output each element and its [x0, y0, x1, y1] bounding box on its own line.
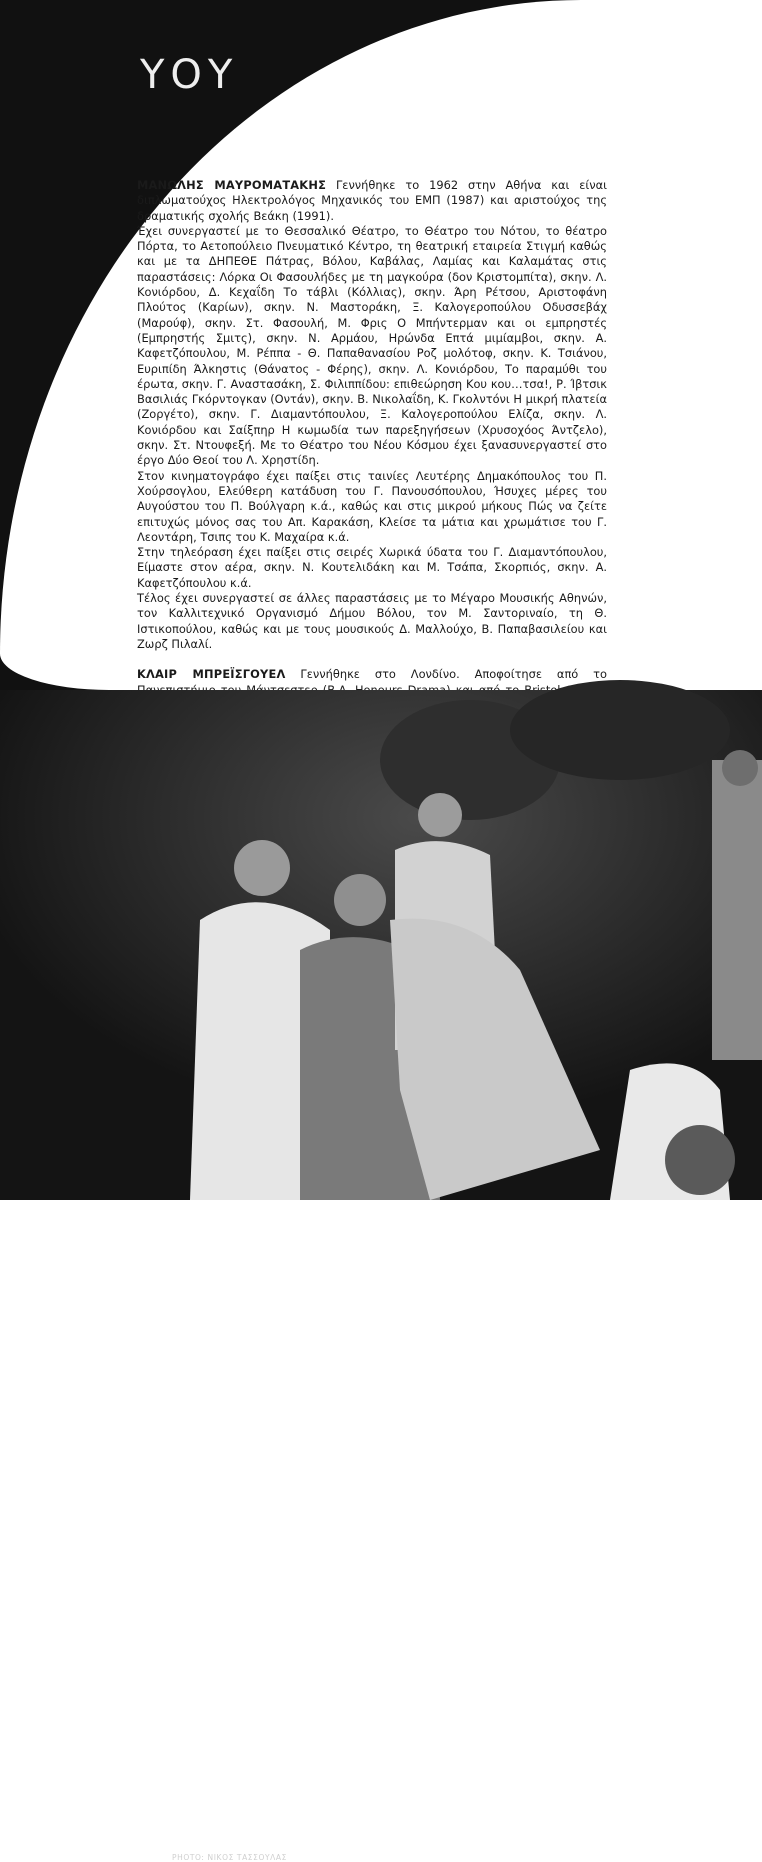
photo-credit: PHOTO: ΝΙΚΟΣ ΤΑΣΣΟΥΛΑΣ — [172, 1853, 287, 1862]
ghost-heading: ΥΟΥ — [140, 52, 239, 98]
bio-name: ΚΛΑΙΡ ΜΠΡΕΪΣΓΟΥΕΛ — [137, 667, 286, 682]
bio-name: ΜΑΝΩΛΗΣ ΜΑΥΡΟΜΑΤΑΚΗΣ — [137, 178, 327, 192]
bio-intro-text: Γεννήθηκε το 1962 στην Αθήνα και είναι διπλωματούχος Ηλεκτρολόγος Μηχανικός του ΕΜΠ (1987) και αριστούχος της δραματικής σχολής Βεάκη (1991). — [137, 178, 607, 223]
bio-theatre-paragraph: Έχει συνεργαστεί με το Θεσσαλικό Θέατρο, το Θέατρο του Νότου, το θέατρο Πόρτα, το Αετοπούλειο Πνευματικό Κέντρο, τη θεατρική εταιρεία Στιγμή καθώς και με τα ΔΗΠΕΘΕ Πάτρας, Βόλου, Καβάλας, Λαμίας και Καλαμάτας στις παραστάσεις: Λόρκα Οι Φασουλήδες με τη μαγκούρα (δον Κριστομπίτα), σκην. Λ. Κονιόρδου, Δ. Κεχαΐδη Το τάβλι (Κόλλιας), σκην. Άρη Ρέτσου, Αριστοφάνη Πλούτος (Καρίων), σκην. Ν. Μαστοράκη, Ξ. Καλογεροπούλου Οδυσσεβάχ (Μαρούφ), σκην. Στ. Φασουλή, Μ. Φρις Ο Μπήντερμαν και οι εμπρηστές (Εμπρηστής Σμιτς), σκην. Ν. Αρμάου, Ηρώνδα Επτά μιμίαμβοι, σκην. Α. Καφετζόπουλου, Μ. Ρέππα - Θ. Παπαθανασίου Ροζ μολότοφ, σκην. Κ. Τσιάνου, Ευριπίδη Άλκηστις (Θάνατος - Φέρης), σκην. Λ. Κονιόρδου, Το παραμύθι του έρωτα, σκην. Γ. Αναστασάκη, Σ. Φιλιππίδου: επιθεώρηση Κου κου…τσα!, Ρ. Ίβτσικ Βασιλιάς Γκόρντογκαν (Οντάν), σκην. Β. Νικολαΐδη, Κ. Γκολντόνι Η μικρή πλατεία (Ζοργέτο), σκην. Γ. Διαμαντόπουλου, Ξ. Καλογεροπούλου Ελίζα, σκην. Λ. Κονιόρδου και Σαίξπηρ Η κωμωδία των παρεξηγήσεων (Χρυσοχόος Άντζελο), σκην. Στ. Ντουφεξή. Με το Θέατρο του Νέου Κόσμου έχει ξανασυνεργαστεί στο έργο Δύο Θεοί του Λ. Χρηστίδη. — [137, 223, 607, 468]
biography-text — [137, 178, 607, 713]
bio-other-paragraph: Τέλος έχει συνεργαστεί σε άλλες παραστάσεις με το Μέγαρο Μουσικής Αθηνών, τον Καλλιτεχνικό Οργανισμό Δήμου Βόλου, τον Μ. Σαντοριναίο, τη Θ. Ιστικοπούλου, καθώς και με τους μουσικούς Δ. Μαλλούχο, Β. Παπαβασιλείου και Ζωρζ Πιλαλί. — [137, 591, 607, 651]
photo-illustration — [0, 690, 762, 1200]
bio-cinema-paragraph: Στον κινηματογράφο έχει παίξει στις ταινίες Λευτέρης Δημακόπουλος του Π. Χούρσογλου, Ελεύθερη κατάδυση του Γ. Πανουσόπουλου, Ήσυχες μέρες του Αυγούστου του Π. Βούλγαρη κ.ά., καθώς και στις μικρού μήκους Πώς να ζείτε επιτυχώς μόνος σας του Απ. Καρακάση, Κλείσε τα μάτια και χρωμάτισε του Γ. Λεοντάρη, Τσιπς του Κ. Μαχαίρα κ.ά. — [137, 468, 607, 544]
bio-tv-paragraph: Στην τηλεόραση έχει παίξει στις σειρές Χωρικά ύδατα του Γ. Διαμαντόπουλου, Είμαστε στον αέρα, σκην. Ν. Κουτελιδάκη και Μ. Τσάπα, Σκορπιός, σκην. Α. Καφετζόπουλου κ.ά. — [137, 545, 607, 590]
bio-intro-text: Γεννήθηκε στο Λονδίνο. Αποφοίτησε από το — [300, 667, 608, 682]
rehearsal-photo — [0, 690, 762, 1862]
bio-mavromatakis-intro — [137, 178, 607, 224]
